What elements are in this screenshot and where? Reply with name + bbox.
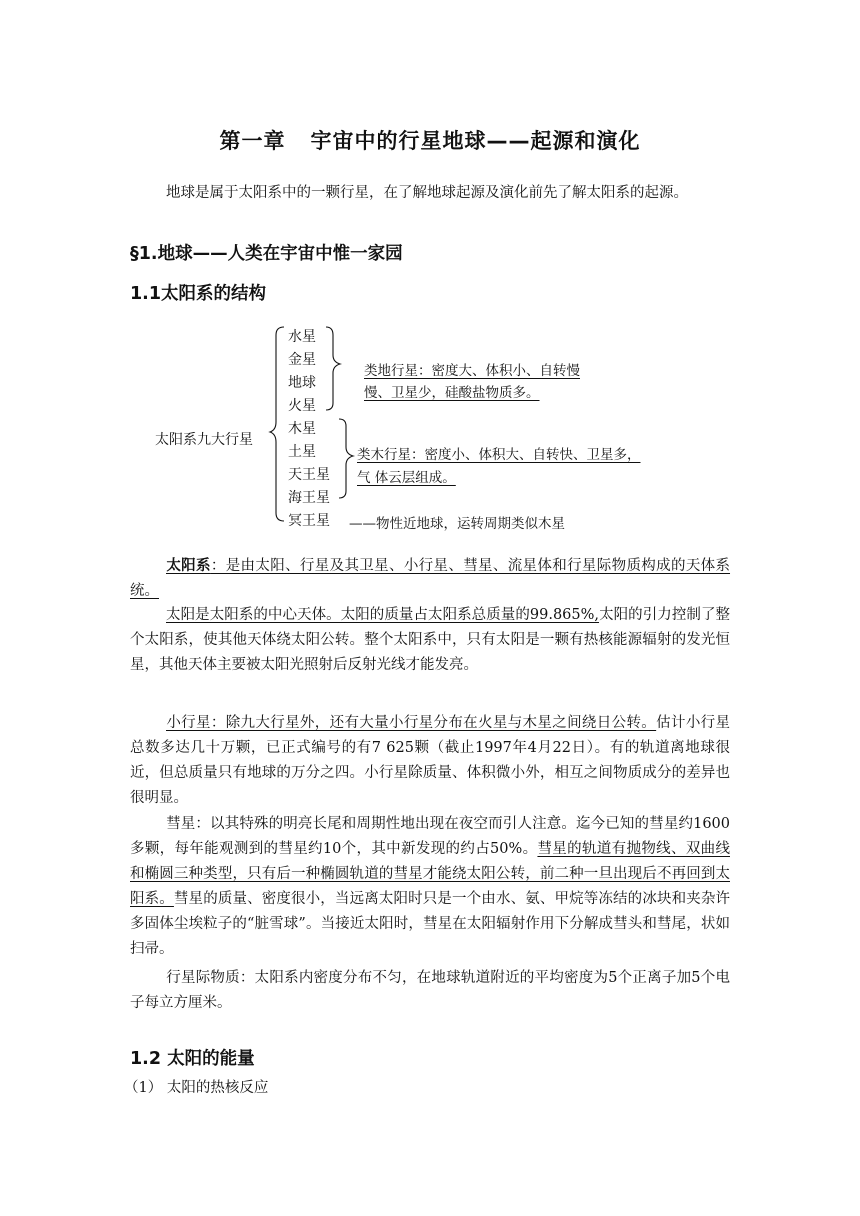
planet-uranus: 天王星 <box>288 467 330 483</box>
pluto-note: ——物性近地球，运转周期类似木星 <box>349 516 565 532</box>
section-heading-1: §1.地球——人类在宇宙中惟一家园 <box>130 244 403 264</box>
jovian-description-line2: 气 体云层组成。 <box>357 470 456 486</box>
planet-pluto: 冥王星 <box>288 513 330 529</box>
planet-earth: 地球 <box>288 375 316 391</box>
planet-jupiter: 木星 <box>288 421 316 437</box>
planet-mars: 火星 <box>288 398 316 414</box>
section-heading-1-1: 1.1太阳系的结构 <box>130 284 267 304</box>
terrestrial-brace <box>326 327 340 410</box>
section-heading-1-2: 1.2 太阳的能量 <box>130 1049 255 1069</box>
planet-mercury: 水星 <box>288 329 316 345</box>
planet-neptune: 海王星 <box>288 490 330 506</box>
paragraph-comet: 彗星：以其特殊的明亮长尾和周期性地出现在夜空而引人注意。迄今已知的彗星约1600多颗，每年能观测到的彗星约10个，其中新发现的约占50%。彗星的轨道有抛物线、双曲线和椭圆三种类型，只有后一种椭圆轨道的彗星才能绕太阳公转，前二种一旦出现后不再回到太阳系。彗星的质量、密度很小，当远离太阳时只是一个由水、氨、甲烷等冻结的冰块和夹杂许多固体尘埃粒子的“脏雪球”。当接近太阳时，彗星在太阳辐射作用下分解成彗头和彗尾，状如扫帚。 <box>130 816 731 957</box>
outer-brace <box>270 327 284 521</box>
chapter-title: 第一章 宇宙中的行星地球——起源和演化 <box>219 129 641 153</box>
intro-paragraph: 地球是属于太阳系中的一颗行星，在了解地球起源及演化前先了解太阳系的起源。 <box>166 185 688 201</box>
paragraph-sun: 太阳是太阳系的中心天体。太阳的质量占太阳系总质量的99.865%,太阳的引力控制了整个太阳系，使其他天体绕太阳公转。整个太阳系中，只有太阳是一颗有热核能源辐射的发光恒星，其他天体主要被太阳光照射后反射光线才能发亮。 <box>130 607 730 673</box>
paragraph-asteroid: 小行星：除九大行星外，还有大量小行星分布在火星与木星之间绕日公转。估计小行星总数多达几十万颗，已正式编号的有7 625颗（截止1997年4月22日）。有的轨道离地球很近，但总质量只有地球的万分之四。小行星除质量、体积微小外，相互之间物质成分的差异也很明显。 <box>130 715 731 806</box>
jovian-brace <box>339 419 353 498</box>
terrestrial-description-line1: 类地行星：密度大、体积小、自转慢 <box>364 363 580 379</box>
paragraph-solar-system: 太阳系：是由太阳、行星及其卫星、小行星、彗星、流星体和行星际物质构成的天体系统。 <box>130 557 731 599</box>
term-solar-system: 太阳系 <box>166 557 211 574</box>
paragraph-interplanetary: 行星际物质：太阳系内密度分布不匀，在地球轨道附近的平均密度为5个正离子加5个电子每立方厘米。 <box>130 970 730 1011</box>
subsection-heading-1: （1） 太阳的热核反应 <box>124 1080 269 1096</box>
diagram-root-label: 太阳系九大行星 <box>155 432 253 448</box>
planet-saturn: 土星 <box>288 444 316 460</box>
jovian-description-line1: 类木行星：密度小、体积大、自转快、卫星多， <box>357 447 641 463</box>
terrestrial-description-line2: 慢、卫星少，硅酸盐物质多。 <box>364 385 540 401</box>
planet-venus: 金星 <box>288 352 316 368</box>
